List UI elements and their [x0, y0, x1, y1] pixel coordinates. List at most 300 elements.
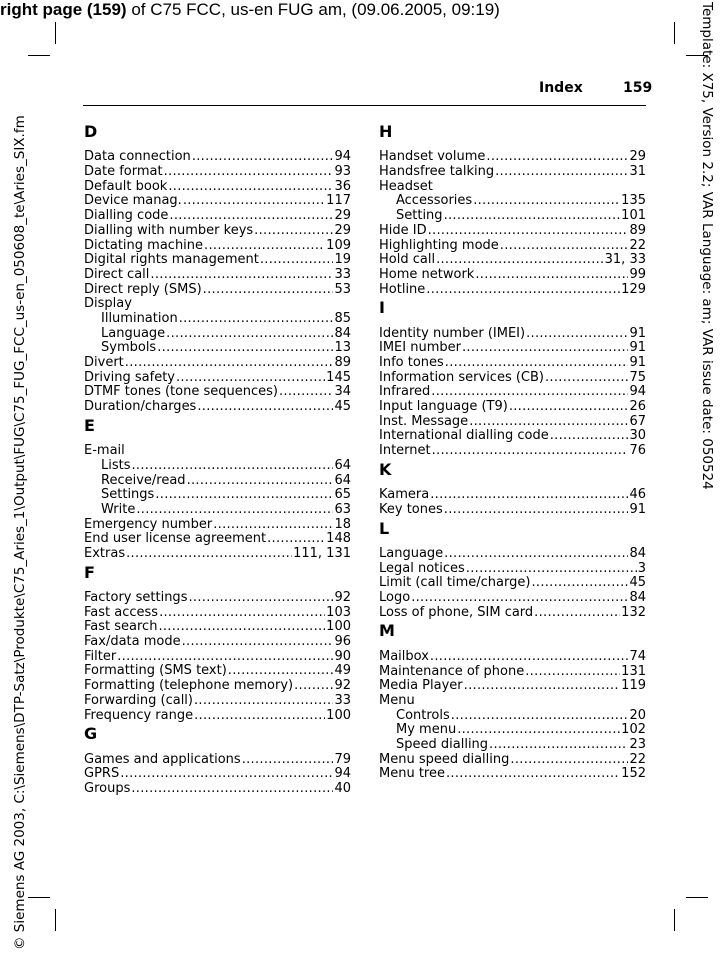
index-entry-text: Language — [101, 325, 166, 341]
crop-mark — [686, 897, 708, 898]
index-entry-page: 84 — [629, 546, 646, 561]
index-entry-text: Language — [379, 546, 444, 561]
index-entry — [84, 459, 351, 474]
index-entry-text: Menu speed dialling — [379, 751, 510, 767]
index-entry — [379, 650, 646, 665]
index-entry-text: Handsfree talking — [379, 164, 495, 180]
index-entry — [379, 547, 646, 562]
leader-dots — [411, 591, 628, 606]
index-entry-text: Device manag. — [84, 193, 182, 209]
index-entry — [84, 591, 351, 606]
index-entry — [84, 782, 351, 797]
leader-dots — [444, 209, 621, 224]
leader-dots — [445, 356, 629, 371]
index-entry-text: Groups — [84, 781, 131, 796]
index-entry-text: Menu tree — [379, 766, 445, 782]
leader-dots — [531, 576, 628, 591]
leader-dots — [451, 709, 629, 724]
index-entry-text: Fax/data mode — [84, 634, 181, 650]
leader-dots — [197, 400, 333, 415]
index-entry-page: 145 — [326, 369, 351, 385]
index-letter: F — [84, 562, 95, 582]
index-letter: E — [84, 415, 95, 435]
index-entry-page: 91 — [629, 340, 646, 356]
leader-dots — [444, 503, 629, 518]
index-entry — [379, 665, 646, 680]
index-entry — [379, 253, 646, 268]
index-entry-text: Direct call — [84, 266, 150, 282]
index-entry-page: 74 — [629, 648, 646, 664]
index-entry-text: My menu — [396, 722, 457, 738]
leader-dots — [294, 679, 333, 694]
index-entry-page: 101 — [621, 208, 646, 224]
index-entry — [379, 165, 646, 180]
leader-dots — [188, 591, 333, 606]
index-entry-text: Home network — [379, 266, 475, 282]
leader-dots — [182, 635, 334, 650]
index-entry-text: Dialling with number keys — [84, 222, 254, 238]
index-entry-page: 19 — [334, 252, 351, 268]
index-entry — [379, 371, 646, 386]
index-entry-page: 13 — [334, 340, 351, 356]
index-entry-text: Identity number (IMEI) — [379, 325, 526, 341]
leader-dots — [169, 209, 333, 224]
crop-mark — [28, 55, 50, 56]
leader-dots — [131, 782, 333, 797]
index-entry-page: 109 — [326, 237, 351, 253]
index-entry-page: 92 — [334, 590, 351, 606]
index-entry-page: 49 — [334, 663, 351, 679]
index-entry-text: Limit (call time/charge) — [379, 575, 531, 591]
leader-dots — [475, 268, 628, 283]
leader-dots — [260, 253, 334, 268]
index-entry-text: Divert — [84, 355, 124, 371]
leader-dots — [550, 429, 629, 444]
leader-dots — [509, 400, 629, 415]
index-entry — [379, 723, 646, 738]
index-entry-page: 65 — [334, 487, 351, 503]
leader-dots — [279, 385, 334, 400]
index-entry — [379, 753, 646, 768]
index-entry — [379, 400, 646, 415]
index-entry-page: 63 — [334, 501, 351, 517]
leader-dots — [431, 385, 628, 400]
index-entry-text: Driving safety — [84, 369, 175, 385]
index-entry-text: Key tones — [379, 501, 443, 517]
index-entry — [84, 400, 351, 415]
index-entry-page: 103 — [326, 604, 351, 620]
index-entry-text: Inst. Message — [379, 413, 469, 429]
leader-dots — [125, 356, 334, 371]
index-letter: I — [379, 298, 385, 318]
index-entry-heading: Headset — [379, 178, 433, 194]
index-entry — [84, 239, 351, 254]
index-entry-page: 84 — [334, 325, 351, 341]
index-entry-text: Lists — [101, 457, 131, 473]
leader-dots — [469, 415, 628, 430]
index-entry-page: 18 — [334, 516, 351, 532]
index-entry-page: 100 — [326, 707, 351, 723]
leader-dots — [486, 150, 628, 165]
index-entry — [84, 694, 351, 709]
index-entry — [84, 209, 351, 224]
index-entry — [84, 635, 351, 650]
index-entry-page: 96 — [334, 634, 351, 650]
leader-dots — [158, 620, 325, 635]
index-entry — [84, 312, 351, 327]
index-entry-text: Mailbox — [379, 648, 429, 664]
index-entry-page: 45 — [629, 575, 646, 591]
leader-dots — [194, 694, 333, 709]
index-entry-text: End user license agreement — [84, 531, 267, 547]
leader-dots — [168, 180, 333, 195]
leader-dots — [254, 224, 333, 239]
index-entry-text: Fast access — [84, 604, 159, 620]
index-entry-page: 29 — [334, 208, 351, 224]
leader-dots — [464, 679, 621, 694]
index-entry-page: 94 — [334, 149, 351, 165]
leader-dots — [426, 283, 620, 298]
index-entry-page: 34 — [334, 384, 351, 400]
index-entry-text: Information services (CB) — [379, 369, 544, 385]
index-entry-page: 76 — [629, 443, 646, 459]
page-title: Index — [539, 80, 583, 96]
index-entry-text: Factory settings — [84, 590, 188, 606]
leader-dots — [267, 532, 325, 547]
index-entry-text: Date format — [84, 164, 163, 180]
index-entry — [84, 650, 351, 665]
index-entry — [379, 429, 646, 444]
leader-dots — [473, 194, 620, 209]
index-entry-text: Fast search — [84, 619, 158, 635]
index-entry — [84, 606, 351, 621]
index-entry-page: 29 — [334, 222, 351, 238]
leader-dots — [164, 165, 334, 180]
index-letter: D — [84, 122, 98, 141]
index-entry — [379, 591, 646, 606]
index-entry — [84, 709, 351, 724]
index-entry — [379, 576, 646, 591]
print-header — [0, 0, 500, 20]
index-entry-page: 132 — [621, 604, 646, 620]
crop-mark — [674, 909, 675, 931]
index-entry — [379, 606, 646, 621]
index-column-left — [84, 121, 351, 797]
leader-dots — [228, 664, 334, 679]
leader-dots — [242, 753, 334, 768]
index-entry-page: 33 — [334, 692, 351, 708]
leader-dots — [136, 503, 333, 518]
index-entry-text: Default book — [84, 178, 168, 194]
index-entry-page: 46 — [629, 487, 646, 503]
index-entry-page: 84 — [629, 590, 646, 606]
index-entry — [379, 268, 646, 283]
index-entry — [84, 253, 351, 268]
index-entry-text: Hide ID — [379, 222, 427, 238]
leader-dots — [457, 723, 620, 738]
leader-dots — [117, 650, 333, 665]
index-entry-page: 92 — [334, 678, 351, 694]
index-entry-page: 102 — [621, 722, 646, 738]
index-entry-text: Digital rights management — [84, 252, 259, 268]
index-entry-page: 85 — [334, 310, 351, 326]
leader-dots — [204, 239, 325, 254]
index-entry-page: 23 — [629, 736, 646, 752]
index-entry — [84, 753, 351, 768]
index-entry-text: Receive/read — [101, 472, 186, 488]
leader-dots — [120, 767, 333, 782]
leader-dots — [534, 606, 620, 621]
index-entry-text: Write — [101, 501, 136, 517]
leader-dots — [213, 518, 333, 533]
leader-dots — [176, 371, 325, 386]
index-entry-text: Infrared — [379, 384, 431, 400]
index-entry-heading: Menu — [379, 692, 415, 708]
index-entry-text: International dialling code — [379, 428, 549, 444]
index-entry — [379, 194, 646, 209]
leader-dots — [430, 488, 628, 503]
index-entry-text: Illumination — [101, 310, 178, 326]
index-entry-text: Dialling code — [84, 208, 169, 224]
index-entry — [84, 224, 351, 239]
index-entry — [379, 444, 646, 459]
index-entry-page: 89 — [334, 355, 351, 371]
index-entry — [379, 738, 646, 753]
crop-mark — [28, 897, 50, 898]
index-entry-text: GPRS — [84, 766, 120, 782]
index-entry — [84, 518, 351, 533]
crop-mark — [674, 22, 675, 44]
index-entry-page: 26 — [629, 399, 646, 415]
index-entry-text: Media Player — [379, 678, 463, 694]
leader-dots — [526, 327, 628, 342]
index-entry — [84, 356, 351, 371]
index-entry-heading: Display — [84, 296, 132, 312]
index-entry — [84, 488, 351, 503]
index-entry — [379, 415, 646, 430]
index-entry-text: Games and applications — [84, 751, 241, 767]
index-entry — [84, 385, 351, 400]
index-entry-text: Controls — [396, 707, 450, 723]
index-entry-page: 29 — [629, 149, 646, 165]
index-entry-page: 31, 33 — [604, 252, 646, 268]
index-entry — [379, 150, 646, 165]
leader-dots — [432, 444, 629, 459]
index-entry-text: Legal notices — [379, 560, 465, 576]
index-entry-text: Logo — [379, 590, 411, 606]
index-entry — [379, 283, 646, 298]
leader-dots — [203, 283, 334, 298]
index-entry-page: 135 — [621, 193, 646, 209]
index-entry-text: Dictating machine — [84, 237, 204, 253]
crop-mark — [55, 909, 56, 931]
index-entry — [84, 664, 351, 679]
index-entry-page: 45 — [334, 399, 351, 415]
index-letter: G — [84, 724, 98, 744]
index-entry-page: 67 — [629, 413, 646, 429]
index-entry — [84, 503, 351, 518]
leader-dots — [489, 738, 628, 753]
index-entry — [379, 488, 646, 503]
index-entry-page: 20 — [629, 707, 646, 723]
index-entry-page: 94 — [334, 766, 351, 782]
index-entry-page: 91 — [629, 325, 646, 341]
index-letter: L — [379, 518, 390, 538]
index-letter: M — [379, 621, 395, 641]
index-entry — [84, 283, 351, 298]
index-entry-text: Extras — [84, 545, 126, 561]
index-entry — [84, 268, 351, 283]
index-entry — [84, 547, 351, 562]
index-entry — [379, 327, 646, 342]
leader-dots — [466, 562, 637, 577]
index-entry — [84, 474, 351, 489]
index-entry-page: 3 — [637, 560, 646, 576]
index-entry-page: 40 — [334, 781, 351, 796]
index-entry-text: Formatting (SMS text) — [84, 663, 227, 679]
leader-dots — [157, 341, 333, 356]
index-entry — [379, 679, 646, 694]
index-entry-text: DTMF tones (tone sequences) — [84, 384, 278, 400]
index-entry — [379, 562, 646, 577]
index-entry-text: Filter — [84, 648, 117, 664]
index-entry — [379, 356, 646, 371]
leader-dots — [179, 312, 334, 327]
index-entry-page: 131 — [621, 663, 646, 679]
leader-dots — [183, 194, 325, 209]
index-entry — [84, 150, 351, 165]
index-entry-text: Loss of phone, SIM card — [379, 604, 534, 620]
index-entry-page: 100 — [326, 619, 351, 635]
index-entry-text: Direct reply (SMS) — [84, 281, 202, 297]
index-entry-page: 31 — [629, 164, 646, 180]
leader-dots — [428, 224, 629, 239]
index-entry-text: Accessories — [396, 193, 473, 209]
index-entry-text: Symbols — [101, 340, 157, 356]
index-entry-text: Info tones — [379, 355, 444, 371]
index-entry — [84, 620, 351, 635]
index-entry-text: Frequency range — [84, 707, 194, 723]
index-letter: K — [379, 459, 392, 479]
index-entry — [379, 385, 646, 400]
index-entry-page: 93 — [334, 164, 351, 180]
index-entry — [84, 767, 351, 782]
index-entry-text: Highlighting mode — [379, 237, 499, 253]
index-entry — [84, 532, 351, 547]
print-header-page: right page (159) — [0, 0, 127, 19]
index-entry-heading: E-mail — [84, 443, 125, 459]
index-entry-page: 22 — [629, 751, 646, 767]
index-entry — [379, 224, 646, 239]
index-entry-page: 148 — [326, 531, 351, 547]
index-entry — [84, 679, 351, 694]
index-entry-text: Input language (T9) — [379, 399, 508, 415]
index-entry-text: Speed dialling — [396, 736, 489, 752]
leader-dots — [446, 767, 620, 782]
leader-dots — [150, 268, 333, 283]
index-entry-page: 129 — [621, 281, 646, 297]
index-entry-text: Setting — [396, 208, 443, 224]
leader-dots — [166, 327, 333, 342]
side-template: Template: X75, Version 2.2; VAR Language: am; VAR issue date: 050524 — [699, 2, 715, 490]
leader-dots — [430, 650, 629, 665]
leader-dots — [500, 239, 629, 254]
index-entry — [84, 341, 351, 356]
index-entry-text: IMEI number — [379, 340, 461, 356]
index-entry — [379, 767, 646, 782]
index-entry-page: 64 — [334, 457, 351, 473]
index-entry-text: Formatting (telephone memory) — [84, 678, 294, 694]
leader-dots — [159, 606, 325, 621]
index-entry-text: Hold call — [379, 252, 436, 268]
index-entry — [84, 371, 351, 386]
index-entry-page: 75 — [629, 369, 646, 385]
index-entry-text: Internet — [379, 443, 431, 459]
index-entry — [84, 165, 351, 180]
leader-dots — [444, 547, 628, 562]
index-entry-page: 91 — [629, 355, 646, 371]
index-entry — [84, 327, 351, 342]
index-entry-page: 119 — [621, 678, 646, 694]
index-entry-page: 36 — [334, 178, 351, 194]
leader-dots — [126, 547, 292, 562]
leader-dots — [495, 165, 628, 180]
crop-mark — [55, 22, 56, 44]
index-entry — [84, 180, 351, 195]
page-number: 159 — [623, 80, 653, 96]
index-entry-page: 64 — [334, 472, 351, 488]
index-entry-page: 117 — [326, 193, 351, 209]
leader-dots — [194, 709, 325, 724]
index-entry-text: Settings — [101, 487, 155, 503]
print-header-info: of C75 FCC, us-en FUG am, (09.06.2005, 09:19) — [126, 0, 500, 19]
index-entry-text: Handset volume — [379, 149, 486, 165]
index-entry-text: Data connection — [84, 149, 191, 165]
leader-dots — [132, 459, 334, 474]
index-entry-page: 30 — [629, 428, 646, 444]
index-entry-page: 33 — [334, 266, 351, 282]
index-entry-text: Hotline — [379, 281, 426, 297]
index-entry — [379, 503, 646, 518]
index-entry-page: 22 — [629, 237, 646, 253]
index-column-right — [379, 121, 646, 782]
index-entry-page: 79 — [334, 751, 351, 767]
leader-dots — [155, 488, 333, 503]
index-entry-page: 111, 131 — [293, 545, 351, 561]
leader-dots — [192, 150, 334, 165]
index-entry — [379, 239, 646, 254]
index-entry — [379, 209, 646, 224]
leader-dots — [545, 371, 628, 386]
index-letter: H — [379, 122, 393, 141]
index-entry-text: Forwarding (call) — [84, 692, 193, 708]
leader-dots — [436, 253, 604, 268]
leader-dots — [525, 665, 620, 680]
index-entry-page: 94 — [629, 384, 646, 400]
leader-dots — [510, 753, 628, 768]
index-entry — [379, 709, 646, 724]
leader-dots — [187, 474, 334, 489]
header-rule — [83, 105, 646, 106]
index-entry-page: 152 — [621, 766, 646, 782]
index-entry-page: 53 — [334, 281, 351, 297]
index-entry-page: 91 — [629, 501, 646, 517]
index-entry-text: Duration/charges — [84, 399, 197, 415]
leader-dots — [462, 341, 628, 356]
index-entry-page: 90 — [334, 648, 351, 664]
index-entry-page: 99 — [629, 266, 646, 282]
index-entry-page: 89 — [629, 222, 646, 238]
